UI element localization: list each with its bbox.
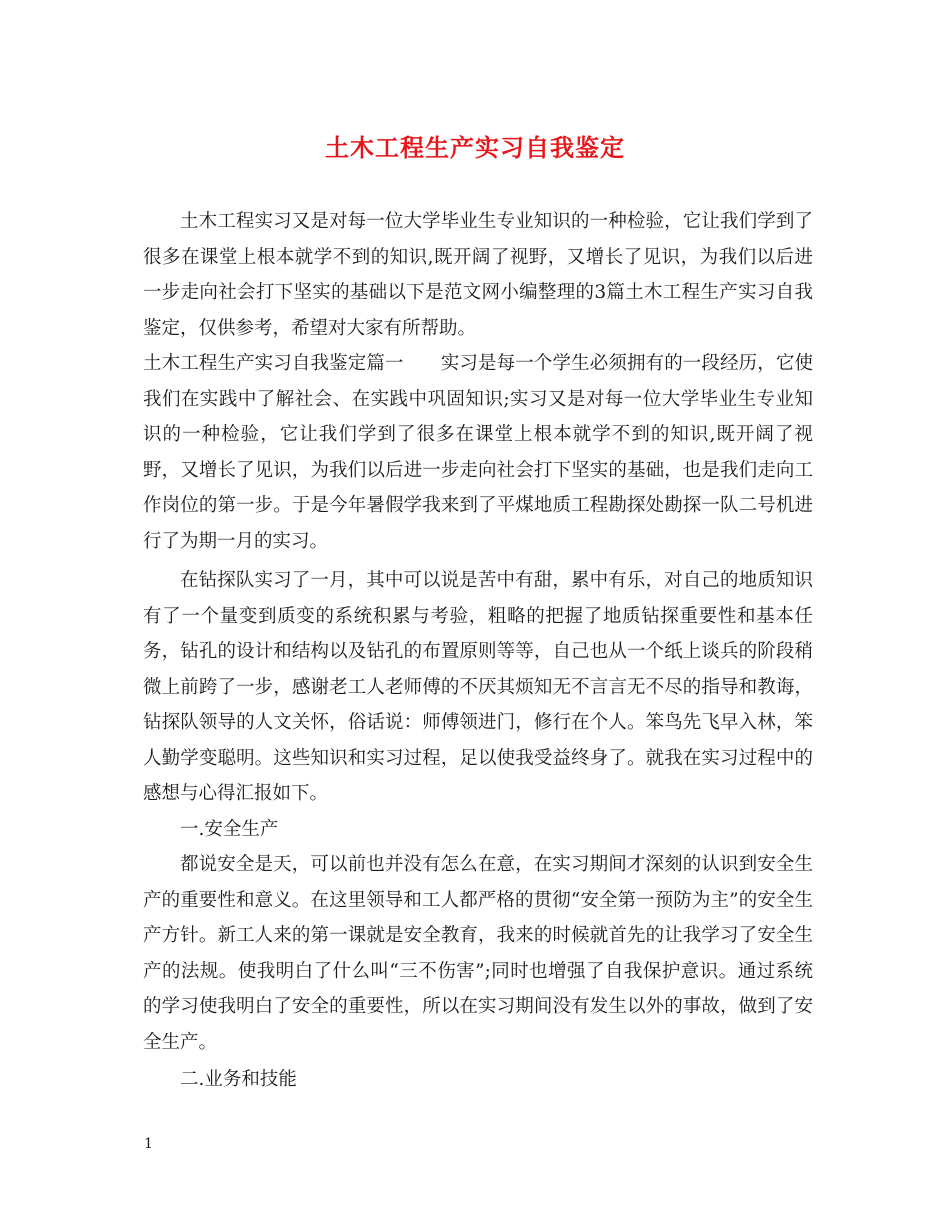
intro-paragraph: 土木工程实习又是对每一位大学毕业生专业知识的一种检验，它让我们学到了很多在课堂上根本就学不到的知识,既开阔了视野，又增长了见识，为我们以后进一步走向社会打下坚实的基础以下是范文网小编整理的3篇土木工程生产实习自我鉴定，仅供参考，希望对大家有所帮助。	[143, 211, 813, 339]
section-one-paragraph: 土木工程生产实习自我鉴定篇一 实习是每一个学生必须拥有的一段经历，它使我们在实践中了解社会、在实践中巩固知识;实习又是对每一位大学毕业生专业知识的一种检验，它让我们学到了很多在课堂上根本就学不到的知识,既开阔了视野，又增长了见识，为我们以后进一步走向社会打下坚实的基础，也是我们走向工作岗位的第一步。于是今年暑假学我来到了平煤地质工程勘探处勘探一队二号机进行了为期一月的实习。	[143, 353, 813, 552]
heading-business-skills: 二.业务和技能	[180, 1069, 297, 1090]
heading-safety: 一.安全生产	[180, 818, 279, 840]
document-body	[143, 204, 813, 1098]
experience-paragraph: 在钻探队实习了一月，其中可以说是苦中有甜，累中有乐，对自己的地质知识有了一个量变到质变的系统积累与考验，粗略的把握了地质钻探重要性和基本任务，钻孔的设计和结构以及钻孔的布置原则等等，自己也从一个纸上谈兵的阶段稍微上前跨了一步，感谢老工人老师傅的不厌其烦知无不言言无不尽的指导和教诲，钻探队领导的人文关怀，俗话说：师傅领进门，修行在个人。笨鸟先飞早入林，笨人勤学变聪明。这些知识和实习过程，足以使我受益终身了。就我在实习过程中的感想与心得汇报如下。	[143, 570, 813, 804]
document-title: 土木工程生产实习自我鉴定	[325, 133, 625, 162]
page-number: 1	[144, 1136, 153, 1152]
safety-paragraph: 都说安全是天，可以前也并没有怎么在意，在实习期间才深刻的认识到安全生产的重要性和意义。在这里领导和工人都严格的贯彻“安全第一预防为主”的安全生产方针。新工人来的第一课就是安全教育，我来的时候就首先的让我学习了安全生产的法规。使我明白了什么叫“三不伤害”;同时也增强了自我保护意识。通过系统的学习使我明白了安全的重要性，所以在实习期间没有发生以外的事故，做到了安全生产。	[143, 854, 813, 1053]
